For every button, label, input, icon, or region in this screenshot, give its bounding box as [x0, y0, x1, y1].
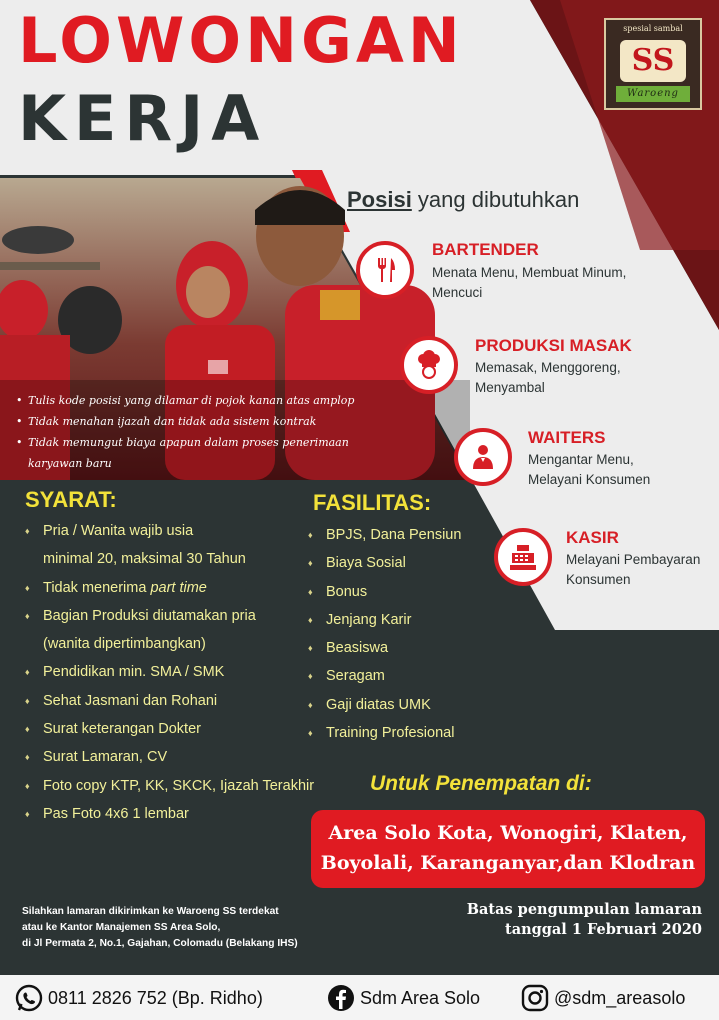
syarat-item-text: Tidak menerima: [43, 579, 151, 596]
headline-kerja: KERJA: [18, 82, 268, 155]
fasilitas-item: ♦ Seragam: [308, 662, 528, 690]
instagram-handle: @sdm_areasolo: [554, 988, 686, 1008]
facebook-name: Sdm Area Solo: [360, 988, 481, 1008]
deadline: [392, 900, 702, 940]
fasilitas-list: [308, 521, 528, 747]
role-desc-line: Mencuci: [432, 285, 483, 300]
role-desc-line: Menyambal: [475, 380, 545, 395]
fasilitas-item: ♦ Training Profesional: [308, 719, 528, 747]
role-desc: [528, 450, 713, 490]
role-desc: [432, 263, 692, 303]
positions-heading-rest: yang dibutuhkan: [411, 187, 580, 212]
syarat-item-italic: part time: [150, 579, 207, 596]
note-item: • Tidak memungut biaya apapun dalam proses penerimaan: [14, 432, 414, 453]
syarat-item: ♦ Pendidikan min. SMA / SMK: [25, 658, 345, 686]
send-instructions: [22, 904, 392, 952]
instagram-icon: [520, 983, 550, 1013]
role-title: PRODUKSI MASAK: [475, 336, 632, 355]
placement-title: Untuk Penempatan di:: [370, 772, 592, 795]
facebook-icon: [326, 983, 356, 1013]
role-desc: [566, 550, 716, 590]
logo-name: Waroeng: [616, 86, 690, 102]
role-desc-line: Mengantar Menu,: [528, 452, 634, 467]
syarat-item: ♦ Surat Lamaran, CV: [25, 743, 345, 771]
syarat-item-continued: minimal 20, maksimal 30 Tahun: [43, 551, 246, 568]
positions-heading: [347, 187, 579, 213]
facebook-contact[interactable]: [326, 983, 506, 1013]
note-item-continued: karyawan baru: [28, 457, 112, 470]
deadline-line: tanggal 1 Februari 2020: [505, 921, 702, 938]
fasilitas-item: ♦ Beasiswa: [308, 634, 528, 662]
send-line: Silahkan lamaran dikirimkan ke Waroeng SS terdekat: [22, 906, 279, 917]
whatsapp-number: 0811 2826 752 (Bp. Ridho): [48, 988, 263, 1008]
fasilitas-item: ♦ BPJS, Dana Pensiun: [308, 521, 528, 549]
waiter-icon: [454, 428, 512, 486]
syarat-item: [25, 574, 345, 602]
syarat-item: ♦ Sehat Jasmani dan Rohani: [25, 687, 345, 715]
send-line: atau ke Kantor Manajemen SS Area Solo,: [22, 922, 221, 933]
role-desc-line: Menata Menu, Membuat Minum,: [432, 265, 627, 280]
placement-line: Boyolali, Karanganyar,dan Klodran: [320, 852, 696, 874]
note-item: • Tulis kode posisi yang dilamar di pojok kanan atas amplop: [14, 390, 414, 411]
waroeng-ss-logo: [604, 18, 702, 110]
placement-line: Area Solo Kota, Wonogiri, Klaten,: [328, 822, 688, 844]
send-line: di Jl Permata 2, No.1, Gajahan, Colomadu (Belakang IHS): [22, 938, 298, 949]
headline-lowongan: LOWONGAN: [18, 4, 464, 77]
fasilitas-item: ♦ Jenjang Karir: [308, 606, 528, 634]
deadline-line: Batas pengumpulan lamaran: [466, 901, 702, 918]
syarat-item: ♦ Pria / Wanita wajib usia: [25, 517, 345, 545]
instagram-contact[interactable]: [520, 983, 715, 1013]
syarat-list: [25, 517, 345, 828]
whatsapp-icon: [14, 983, 44, 1013]
role-title: BARTENDER: [432, 240, 539, 259]
syarat-item: ♦ Pas Foto 4x6 1 lembar: [25, 800, 345, 828]
role-desc: [475, 358, 705, 398]
syarat-title: SYARAT:: [25, 487, 117, 512]
logo-mark: SS: [620, 40, 686, 82]
role-desc-line: Melayani Pembayaran: [566, 552, 701, 567]
fasilitas-title: FASILITAS:: [313, 490, 432, 515]
role-desc-line: Konsumen: [566, 572, 631, 587]
role-title: KASIR: [566, 528, 619, 547]
syarat-item: ♦ Bagian Produksi diutamakan pria: [25, 602, 345, 630]
note-item: • Tidak menahan ijazah dan tidak ada sistem kontrak: [14, 411, 414, 432]
whatsapp-contact[interactable]: [14, 983, 314, 1013]
chef-icon: [400, 336, 458, 394]
application-notes: [14, 390, 414, 474]
role-desc-line: Melayani Konsumen: [528, 472, 651, 487]
fasilitas-item: ♦ Gaji diatas UMK: [308, 691, 528, 719]
role-title: WAITERS: [528, 428, 606, 447]
placement-areas: [311, 810, 705, 888]
positions-heading-bold: Posisi: [347, 187, 412, 212]
contact-footer: [0, 975, 719, 1020]
fasilitas-item: ♦ Bonus: [308, 578, 528, 606]
role-desc-line: Memasak, Menggoreng,: [475, 360, 621, 375]
fasilitas-item: ♦ Biaya Sosial: [308, 549, 528, 577]
syarat-item: ♦ Surat keterangan Dokter: [25, 715, 345, 743]
syarat-item-continued: (wanita dipertimbangkan): [43, 636, 206, 653]
utensils-icon: [356, 241, 414, 299]
logo-tagline: spesial sambal: [623, 24, 683, 33]
syarat-item: ♦ Foto copy KTP, KK, SKCK, Ijazah Terakhir: [25, 772, 345, 800]
